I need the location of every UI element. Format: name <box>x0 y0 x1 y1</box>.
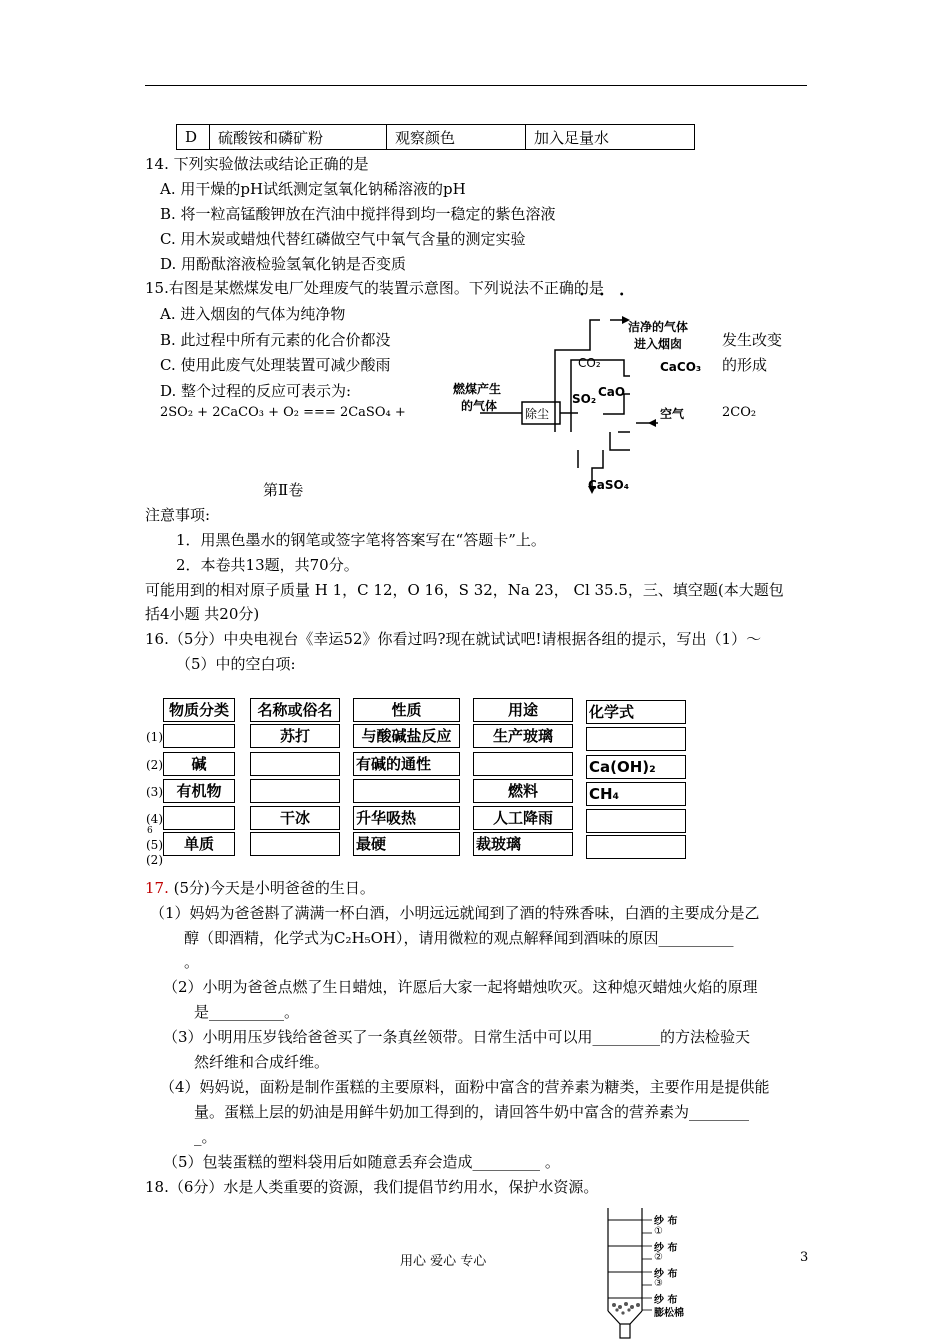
q17-part-1b: 醇（即酒精，化学式为C₂H₅OH），请用微粒的观点解释闻到酒味的原因__________ <box>184 929 734 947</box>
table-cell <box>586 835 686 859</box>
row-label: (1) <box>146 730 163 744</box>
q16-stem: 16.（5分）中央电视台《幸运52》你看过吗?现在就试试吧!请根据各组的提示，写出（1）～ <box>145 630 762 648</box>
table-cell: Ca(OH)₂ <box>586 755 686 779</box>
table-cell <box>473 752 573 776</box>
filter-label-gauze-3: 纱 布 <box>654 1269 678 1280</box>
page-number: 3 <box>800 1250 809 1265</box>
table-cell <box>163 806 235 830</box>
table-cell: 裁玻璃 <box>473 832 573 856</box>
table-cell: 燃料 <box>473 779 573 803</box>
q17-part-1: （1）妈妈为爸爸斟了满满一杯白酒，小明远远就闻到了酒的特殊香味，白酒的主要成分是乙 <box>150 904 760 922</box>
q17-part-1c: 。 <box>184 953 200 971</box>
table-header-cell: 物质分类 <box>163 698 235 722</box>
q14-option-d: D. 用酚酞溶液检验氢氧化钠是否变质 <box>160 255 407 273</box>
q16-stem-2: （5）中的空白项: <box>176 655 296 673</box>
emphasis-dots: ••• <box>579 290 639 301</box>
notice-2: 2．本卷共13题，共70分。 <box>176 556 359 574</box>
table-cell: 有机物 <box>163 779 235 803</box>
filter-label-gauze-4: 纱 布 <box>654 1295 678 1306</box>
table-cell: 最硬 <box>353 832 460 856</box>
diagram-label-coal-gas-2: 的气体 <box>461 399 498 413</box>
section-title: 第Ⅱ卷 <box>263 481 304 499</box>
table-cell <box>163 724 235 748</box>
diagram-label-dust: 除尘 <box>525 407 550 421</box>
table-header-cell: 名称或俗名 <box>250 698 340 722</box>
stray-mark: 6 <box>147 826 153 836</box>
table-cell: 碱 <box>163 752 235 776</box>
diagram-label-caco3: CaCO₃ <box>660 360 702 374</box>
stray-label: (2) <box>146 853 163 867</box>
q17-number: 17. <box>145 879 169 897</box>
q17-part-5: （5）包装蛋糕的塑料袋用后如随意丢弃会造成_________ 。 <box>163 1153 560 1171</box>
q15-option-d: D. 整个过程的反应可表示为: <box>160 382 352 400</box>
table-cell: D <box>177 125 210 150</box>
q17-part-3b: 然纤维和合成纤维。 <box>194 1053 330 1071</box>
atomic-mass-line-2: 括4小题 共20分) <box>145 605 260 623</box>
q15-option-c-tail: 的形成 <box>722 356 768 374</box>
q15-equation: 2SO₂ + 2CaCO₃ + O₂ === 2CaSO₄ + <box>160 405 406 420</box>
table-cell: 生产玻璃 <box>473 724 573 748</box>
table-cell: 加入足量水 <box>526 125 695 150</box>
q15-stem: 15.右图是某燃煤发电厂处理废气的装置示意图。下列说法不正确的是 <box>145 279 604 297</box>
q15-option-a: A. 进入烟囱的气体为纯净物 <box>160 305 346 323</box>
q15-equation-tail: 2CO₂ <box>722 405 757 420</box>
table-cell: CH₄ <box>586 782 686 806</box>
table-header-cell: 性质 <box>353 698 460 722</box>
q15-option-b: B. 此过程中所有元素的化合价都没 <box>160 331 391 349</box>
table-cell: 有碱的通性 <box>353 752 460 776</box>
q17-stem: (5分)今天是小明爸爸的生日。 <box>168 879 375 897</box>
water-filter-diagram <box>596 1206 656 1344</box>
filter-label-gauze-2: 纱 布 <box>654 1243 678 1254</box>
q17-part-2: （2）小明为爸爸点燃了生日蜡烛，许愿后大家一起将蜡烛吹灭。这种熄灭蜡烛火焰的原理 <box>163 978 758 996</box>
q17-stem-line <box>145 877 375 898</box>
option-table <box>176 124 695 150</box>
q15-option-c: C. 使用此废气处理装置可减少酸雨 <box>160 356 391 374</box>
filter-label-cotton: 膨松棉 <box>654 1308 684 1319</box>
q14-option-a: A. 用干燥的pH试纸测定氢氧化钠稀溶液的pH <box>160 180 466 198</box>
filter-label-layer-3: ③ <box>654 1278 663 1289</box>
row-label: (2) <box>146 758 163 772</box>
footer-motto: 用心 爱心 专心 <box>400 1254 487 1269</box>
table-cell: 观察颜色 <box>387 125 526 150</box>
diagram-label-cao: CaO <box>598 385 626 399</box>
table-cell: 人工降雨 <box>473 806 573 830</box>
table-cell: 单质 <box>163 832 235 856</box>
q14-option-b: B. 将一粒高锰酸钾放在汽油中搅拌得到均一稳定的紫色溶液 <box>160 205 556 223</box>
q14-option-c: C. 用木炭或蜡烛代替红磷做空气中氧气含量的测定实验 <box>160 230 526 248</box>
table-cell <box>250 752 340 776</box>
diagram-label-air: 空气 <box>660 407 685 421</box>
notice-1: 1．用黑色墨水的钢笔或签字笔将答案写在“答题卡”上。 <box>176 531 546 549</box>
table-header-cell: 用途 <box>473 698 573 722</box>
table-header-cell: 化学式 <box>586 700 686 724</box>
diagram-label-clean-gas: 洁净的气体 <box>628 320 689 334</box>
q17-part-4: （4）妈妈说，面粉是制作蛋糕的主要原料，面粉中富含的营养素为糖类，主要作用是提供能 <box>160 1078 770 1096</box>
table-cell: 与酸碱盐反应 <box>353 724 460 748</box>
table-cell <box>250 779 340 803</box>
table-cell: 苏打 <box>250 724 340 748</box>
diagram-label-co2: CO₂ <box>578 356 601 370</box>
q17-part-4c: _。 <box>194 1128 217 1146</box>
row-label: (5) <box>146 838 163 852</box>
atomic-mass-line: 可能用到的相对原子质量 H 1，C 12，O 16，S 32，Na 23， Cl 35.5，三、填空题(本大题包 <box>145 581 784 599</box>
table-cell <box>586 727 686 751</box>
table-cell: 升华吸热 <box>353 806 460 830</box>
filter-label-layer-1: ① <box>654 1226 663 1237</box>
q17-part-2b: 是__________。 <box>194 1003 300 1021</box>
notice-heading: 注意事项: <box>145 506 211 524</box>
row-label: (3) <box>146 785 163 799</box>
diagram-label-caso4: CaSO₄ <box>588 478 630 492</box>
filter-label-gauze-1: 纱 布 <box>654 1216 678 1227</box>
table-cell <box>250 832 340 856</box>
q14-stem: 14. 下列实验做法或结论正确的是 <box>145 155 369 173</box>
filter-label-layer-2: ② <box>654 1252 663 1263</box>
table-row <box>177 125 695 150</box>
table-cell: 硫酸铵和磷矿粉 <box>210 125 387 150</box>
q17-part-3: （3）小明用压岁钱给爸爸买了一条真丝领带。日常生活中可以用_________的方法检验天 <box>163 1028 751 1046</box>
q17-part-4b: 量。蛋糕上层的奶油是用鲜牛奶加工得到的，请回答牛奶中富含的营养素为________ <box>194 1103 750 1121</box>
diagram-label-coal-gas: 燃煤产生 <box>453 382 502 396</box>
q18-stem: 18.（6分）水是人类重要的资源，我们提倡节约用水，保护水资源。 <box>145 1178 599 1196</box>
diagram-label-so2: SO₂ <box>572 392 597 406</box>
table-cell <box>353 779 460 803</box>
q15-option-b-tail: 发生改变 <box>722 331 783 349</box>
diagram-label-chimney: 进入烟囱 <box>634 337 683 351</box>
row-label: (4) <box>146 812 163 826</box>
table-cell: 干冰 <box>250 806 340 830</box>
table-cell <box>586 809 686 833</box>
header-rule <box>145 85 807 86</box>
